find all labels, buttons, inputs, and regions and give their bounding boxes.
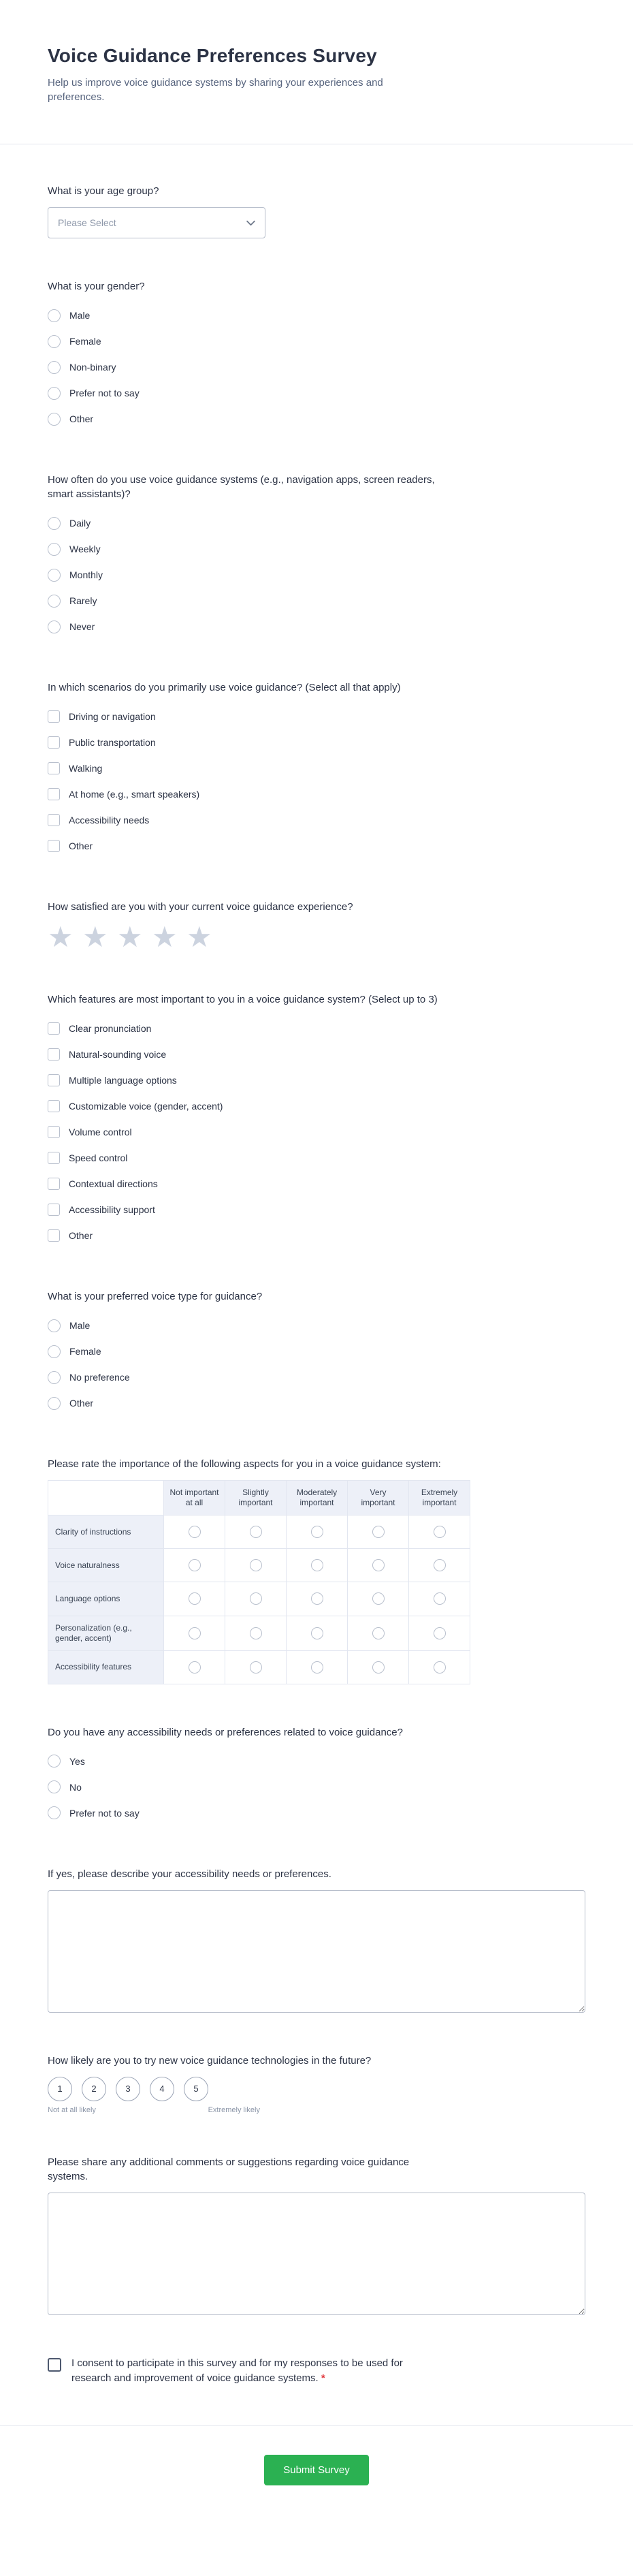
matrix-cell xyxy=(287,1515,348,1549)
radio-icon[interactable] xyxy=(48,569,61,582)
checkbox-icon[interactable] xyxy=(48,710,60,723)
radio-option[interactable] xyxy=(48,406,585,432)
matrix-cell xyxy=(164,1616,225,1650)
option-label: Monthly xyxy=(69,569,103,580)
scale-option[interactable]: 2 xyxy=(82,2077,106,2101)
matrix-column-header: Extremely important xyxy=(409,1481,470,1515)
required-asterisk: * xyxy=(321,2372,325,2384)
matrix-cell xyxy=(225,1515,287,1549)
submit-button[interactable]: Submit Survey xyxy=(264,2455,369,2485)
checkbox-option[interactable] xyxy=(48,1223,585,1248)
consent-field xyxy=(48,2356,585,2386)
matrix-row-label: Personalization (e.g., gender, accent) xyxy=(48,1616,164,1650)
matrix-cell xyxy=(225,1616,287,1650)
option-label: Clear pronunciation xyxy=(69,1023,152,1034)
option-label: Prefer not to say xyxy=(69,1807,140,1819)
matrix-radio[interactable] xyxy=(311,1559,323,1571)
question-label: In which scenarios do you primarily use voice guidance? (Select all that apply) xyxy=(48,682,401,693)
checkbox-icon[interactable] xyxy=(48,788,60,800)
checkbox-option[interactable] xyxy=(48,1016,585,1041)
matrix-cell xyxy=(225,1549,287,1582)
radio-option[interactable] xyxy=(48,380,585,406)
consent-text: I consent to participate in this survey and for my responses to be used for research and improvement of voice guidance systems. xyxy=(71,2357,403,2384)
radio-option[interactable] xyxy=(48,536,585,562)
scale-min-label: Not at all likely xyxy=(48,2105,96,2114)
radio-icon[interactable] xyxy=(48,543,61,556)
matrix-radio[interactable] xyxy=(189,1592,201,1605)
radio-option[interactable] xyxy=(48,302,585,328)
star-icon[interactable] xyxy=(186,923,214,952)
matrix-cell xyxy=(409,1616,470,1650)
radio-option[interactable] xyxy=(48,588,585,614)
matrix-radio[interactable] xyxy=(250,1627,262,1639)
matrix-radio[interactable] xyxy=(189,1627,201,1639)
matrix-cell xyxy=(164,1582,225,1616)
option-label: Rarely xyxy=(69,595,97,606)
radio-option[interactable] xyxy=(48,354,585,380)
matrix-radio[interactable] xyxy=(250,1526,262,1538)
option-label: Customizable voice (gender, accent) xyxy=(69,1101,223,1112)
question-label: Please rate the importance of the following aspects for you in a voice guidance system: xyxy=(48,1458,441,1470)
matrix-radio[interactable] xyxy=(311,1526,323,1538)
matrix-cell xyxy=(287,1616,348,1650)
likelihood-scale xyxy=(48,2077,585,2114)
option-label: Driving or navigation xyxy=(69,711,156,722)
question-label: Please share any additional comments or suggestions regarding voice guidance systems. xyxy=(48,2156,410,2182)
matrix-cell xyxy=(287,1650,348,1684)
radio-group xyxy=(48,302,585,432)
radio-icon[interactable] xyxy=(48,387,61,400)
star-icon[interactable] xyxy=(48,923,75,952)
radio-icon[interactable] xyxy=(48,413,61,426)
matrix-radio[interactable] xyxy=(372,1627,385,1639)
checkbox-option[interactable] xyxy=(48,729,585,755)
option-label: Contextual directions xyxy=(69,1178,158,1189)
checkbox-icon[interactable] xyxy=(48,1229,60,1242)
question-age-group xyxy=(48,184,585,238)
question-label: What is your gender? xyxy=(48,281,145,292)
option-label: Female xyxy=(69,336,101,347)
matrix-row xyxy=(48,1616,470,1650)
scale-labels xyxy=(48,2106,260,2114)
matrix-cell xyxy=(164,1549,225,1582)
matrix-body xyxy=(48,1515,470,1684)
radio-icon[interactable] xyxy=(48,335,61,348)
matrix-cell xyxy=(409,1650,470,1684)
radio-group xyxy=(48,1313,585,1416)
matrix-radio[interactable] xyxy=(189,1661,201,1674)
matrix-row-label: Voice naturalness xyxy=(48,1549,164,1582)
radio-icon[interactable] xyxy=(48,1345,61,1358)
question-accessibility-needs xyxy=(48,1725,585,1826)
option-label: Other xyxy=(69,841,93,851)
option-label: At home (e.g., smart speakers) xyxy=(69,789,200,800)
checkbox-icon[interactable] xyxy=(48,814,60,826)
matrix-radio[interactable] xyxy=(372,1592,385,1605)
matrix-cell xyxy=(409,1515,470,1549)
option-label: Public transportation xyxy=(69,737,156,748)
matrix-header-row xyxy=(48,1481,470,1515)
matrix-row-label: Language options xyxy=(48,1582,164,1616)
radio-icon[interactable] xyxy=(48,1397,61,1410)
matrix-cell xyxy=(225,1650,287,1684)
checkbox-icon[interactable] xyxy=(48,1178,60,1190)
question-label: Do you have any accessibility needs or preferences related to voice guidance? xyxy=(48,1726,403,1738)
radio-icon[interactable] xyxy=(48,1780,61,1793)
matrix-radio[interactable] xyxy=(250,1592,262,1605)
option-label: Female xyxy=(69,1346,101,1357)
question-important-features xyxy=(48,992,585,1248)
checkbox-icon[interactable] xyxy=(48,1100,60,1112)
consent-label xyxy=(71,2356,419,2386)
consent-checkbox[interactable] xyxy=(48,2358,61,2372)
checkbox-option[interactable] xyxy=(48,807,585,833)
matrix-radio[interactable] xyxy=(250,1661,262,1674)
radio-option[interactable] xyxy=(48,562,585,588)
radio-icon[interactable] xyxy=(48,1806,61,1819)
scale-option[interactable]: 1 xyxy=(48,2077,72,2101)
matrix-row xyxy=(48,1549,470,1582)
question-gender xyxy=(48,279,585,432)
checkbox-icon[interactable] xyxy=(48,762,60,774)
matrix-row xyxy=(48,1650,470,1684)
matrix-radio[interactable] xyxy=(250,1559,262,1571)
matrix-cell xyxy=(348,1515,409,1549)
matrix-column-header: Very important xyxy=(348,1481,409,1515)
form-title: Voice Guidance Preferences Survey xyxy=(48,45,377,66)
option-label: Daily xyxy=(69,518,91,529)
scale-max-label: Extremely likely xyxy=(208,2105,260,2114)
matrix-radio[interactable] xyxy=(372,1559,385,1571)
select-placeholder: Please Select xyxy=(58,217,116,228)
checkbox-option[interactable] xyxy=(48,755,585,781)
matrix-radio[interactable] xyxy=(311,1627,323,1639)
question-satisfaction xyxy=(48,900,585,952)
matrix-cell xyxy=(348,1582,409,1616)
radio-option[interactable] xyxy=(48,1338,585,1364)
matrix-cell xyxy=(164,1650,225,1684)
checkbox-option[interactable] xyxy=(48,1093,585,1119)
option-label: Speed control xyxy=(69,1152,128,1163)
checkbox-icon[interactable] xyxy=(48,1048,60,1061)
option-label: Multiple language options xyxy=(69,1075,177,1086)
chevron-down-icon xyxy=(246,220,255,226)
matrix-cell xyxy=(409,1582,470,1616)
submit-section xyxy=(0,2426,633,2524)
question-voice-type xyxy=(48,1289,585,1416)
checkbox-option[interactable] xyxy=(48,1041,585,1067)
radio-option[interactable] xyxy=(48,328,585,354)
importance-matrix xyxy=(48,1480,470,1684)
matrix-radio[interactable] xyxy=(311,1592,323,1605)
question-label: What is your age group? xyxy=(48,185,159,197)
matrix-column-header: Not important at all xyxy=(164,1481,225,1515)
matrix-row xyxy=(48,1582,470,1616)
radio-option[interactable] xyxy=(48,1748,585,1774)
radio-icon[interactable] xyxy=(48,517,61,530)
radio-icon[interactable] xyxy=(48,1371,61,1384)
option-label: Natural-sounding voice xyxy=(69,1049,167,1060)
checkbox-option[interactable] xyxy=(48,1145,585,1171)
option-label: Other xyxy=(69,413,94,424)
radio-option[interactable] xyxy=(48,614,585,640)
checkbox-option[interactable] xyxy=(48,1197,585,1223)
form-subtitle: Help us improve voice guidance systems by sharing your experiences and preferences. xyxy=(48,77,383,103)
matrix-column-header: Slightly important xyxy=(225,1481,287,1515)
comments-textarea[interactable] xyxy=(48,2193,585,2315)
checkbox-option[interactable] xyxy=(48,781,585,807)
question-label: How likely are you to try new voice guidance technologies in the future? xyxy=(48,2054,372,2067)
question-label: What is your preferred voice type for guidance? xyxy=(48,1291,263,1302)
radio-option[interactable] xyxy=(48,510,585,536)
radio-option[interactable] xyxy=(48,1313,585,1338)
matrix-row xyxy=(48,1515,470,1549)
matrix-row-label: Clarity of instructions xyxy=(48,1515,164,1549)
option-label: No xyxy=(69,1781,82,1793)
checkbox-icon[interactable] xyxy=(48,736,60,749)
question-importance-matrix xyxy=(48,1457,585,1684)
radio-option[interactable] xyxy=(48,1774,585,1800)
matrix-cell xyxy=(348,1650,409,1684)
star-icon[interactable] xyxy=(82,923,110,952)
radio-icon[interactable] xyxy=(48,621,61,633)
option-label: Other xyxy=(69,1398,94,1409)
question-label: Which features are most important to you in a voice guidance system? (Select up to 3) xyxy=(48,994,438,1005)
question-usage-scenarios xyxy=(48,680,585,859)
scale-option[interactable]: 3 xyxy=(116,2077,140,2101)
matrix-radio[interactable] xyxy=(372,1526,385,1538)
checkbox-icon[interactable] xyxy=(48,1152,60,1164)
scale-row xyxy=(48,2077,585,2101)
scale-option[interactable]: 5 xyxy=(184,2077,208,2101)
option-label: Male xyxy=(69,310,91,321)
option-label: No preference xyxy=(69,1372,130,1383)
radio-icon[interactable] xyxy=(48,1755,61,1768)
matrix-radio[interactable] xyxy=(189,1526,201,1538)
radio-option[interactable] xyxy=(48,1364,585,1390)
option-label: Never xyxy=(69,621,95,632)
matrix-radio[interactable] xyxy=(434,1661,446,1674)
question-label: How satisfied are you with your current voice guidance experience? xyxy=(48,901,353,913)
checkbox-icon[interactable] xyxy=(48,1074,60,1086)
checkbox-option[interactable] xyxy=(48,1171,585,1197)
matrix-column-header: Moderately important xyxy=(287,1481,348,1515)
option-label: Other xyxy=(69,1230,93,1241)
checkbox-option[interactable] xyxy=(48,1067,585,1093)
form-header xyxy=(0,0,633,144)
matrix-radio[interactable] xyxy=(311,1661,323,1674)
option-label: Male xyxy=(69,1320,91,1331)
matrix-radio[interactable] xyxy=(434,1627,446,1639)
matrix-cell xyxy=(287,1549,348,1582)
question-label: How often do you use voice guidance systems (e.g., navigation apps, screen readers, smart assistants)? xyxy=(48,474,435,500)
question-future-likelihood xyxy=(48,2054,585,2114)
radio-group xyxy=(48,510,585,640)
checkbox-icon[interactable] xyxy=(48,840,60,852)
checkbox-group xyxy=(48,1016,585,1248)
radio-group xyxy=(48,1748,585,1826)
option-label: Volume control xyxy=(69,1127,132,1137)
radio-icon[interactable] xyxy=(48,309,61,322)
matrix-row-label: Accessibility features xyxy=(48,1650,164,1684)
option-label: Weekly xyxy=(69,544,101,554)
matrix-cell xyxy=(409,1549,470,1582)
option-label: Non-binary xyxy=(69,362,116,373)
checkbox-icon[interactable] xyxy=(48,1204,60,1216)
matrix-radio[interactable] xyxy=(189,1559,201,1571)
matrix-cell xyxy=(348,1549,409,1582)
matrix-radio[interactable] xyxy=(434,1526,446,1538)
checkbox-option[interactable] xyxy=(48,704,585,729)
matrix-radio[interactable] xyxy=(372,1661,385,1674)
checkbox-icon[interactable] xyxy=(48,1126,60,1138)
option-label: Walking xyxy=(69,763,103,774)
option-label: Accessibility support xyxy=(69,1204,155,1215)
option-label: Accessibility needs xyxy=(69,815,150,826)
matrix-radio[interactable] xyxy=(434,1592,446,1605)
form-body xyxy=(0,144,633,2425)
question-comments xyxy=(48,2155,585,2315)
radio-option[interactable] xyxy=(48,1800,585,1826)
matrix-cell xyxy=(287,1582,348,1616)
checkbox-group xyxy=(48,704,585,859)
scale-option[interactable]: 4 xyxy=(150,2077,174,2101)
checkbox-option[interactable] xyxy=(48,1119,585,1145)
radio-option[interactable] xyxy=(48,1390,585,1416)
star-icon[interactable] xyxy=(152,923,179,952)
radio-icon[interactable] xyxy=(48,595,61,608)
matrix-cell xyxy=(348,1616,409,1650)
matrix-cell xyxy=(164,1515,225,1549)
matrix-corner-cell xyxy=(48,1481,164,1515)
question-usage-frequency xyxy=(48,473,585,640)
age-group-select[interactable] xyxy=(48,207,265,238)
matrix-cell xyxy=(225,1582,287,1616)
radio-icon[interactable] xyxy=(48,1319,61,1332)
option-label: Prefer not to say xyxy=(69,388,140,398)
checkbox-icon[interactable] xyxy=(48,1022,60,1035)
option-label: Yes xyxy=(69,1755,85,1767)
matrix-radio[interactable] xyxy=(434,1559,446,1571)
question-accessibility-details xyxy=(48,1867,585,2013)
star-icon[interactable] xyxy=(117,923,144,952)
star-rating xyxy=(48,923,585,952)
radio-icon[interactable] xyxy=(48,361,61,374)
checkbox-option[interactable] xyxy=(48,833,585,859)
accessibility-details-textarea[interactable] xyxy=(48,1890,585,2013)
question-label: If yes, please describe your accessibility needs or preferences. xyxy=(48,1868,331,1880)
